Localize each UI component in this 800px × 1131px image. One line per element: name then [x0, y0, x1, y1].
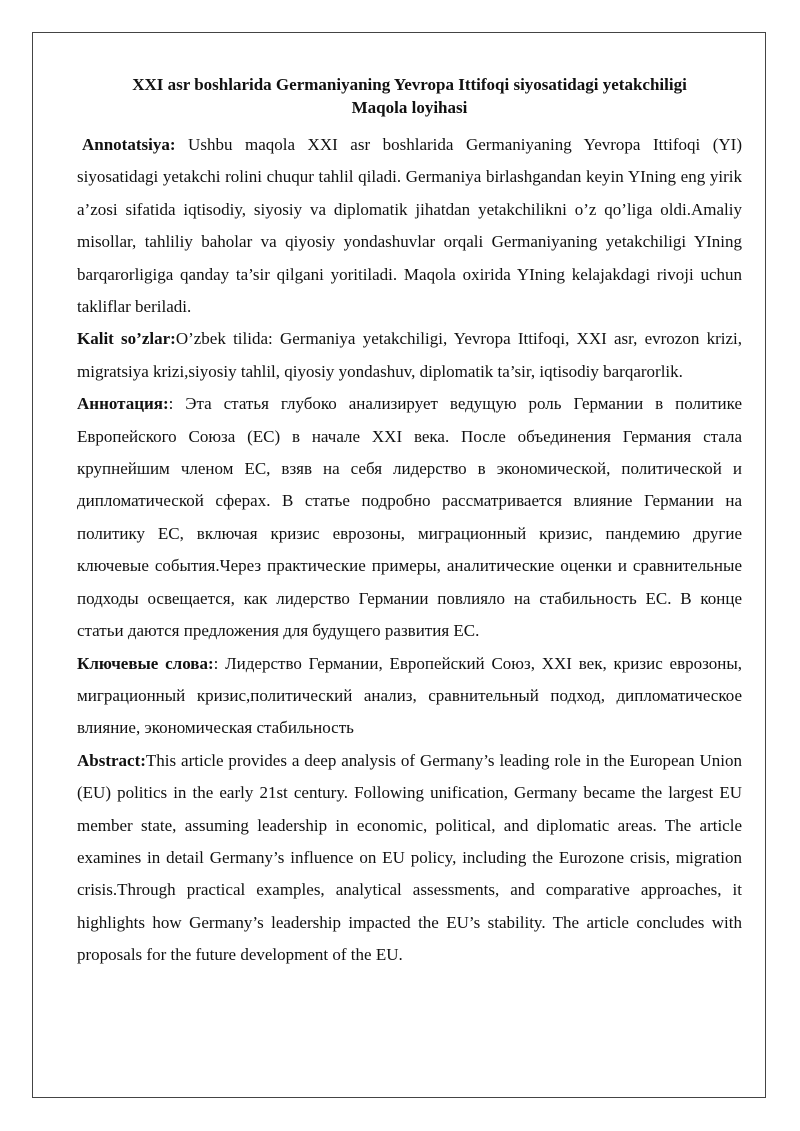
keywords-uz-text: O’zbek tilida: Germaniya yetakchiligi, Yevropa Ittifoqi, XXI asr, evrozon krizi, migratsiya krizi,siyosiy tahlil, qiyosiy yondashuv, diplomatik ta’sir, iqtisodiy barqarorlik. — [77, 329, 742, 381]
document-body — [77, 73, 742, 972]
title-line-2: Maqola loyihasi — [351, 98, 468, 117]
annotation-ru-label: Аннотация: — [77, 394, 169, 414]
abstract-en-label: Abstract: — [77, 750, 146, 770]
keywords-ru-label: Ключевые слова: — [77, 653, 214, 673]
abstract-en — [77, 745, 742, 972]
keywords-uz-label: Kalit so’zlar: — [77, 329, 176, 349]
document-title — [77, 73, 742, 119]
keywords-ru-text: : Лидерство Германии, Европейский Союз, XXI век, кризис еврозоны, миграционный кризис,политический анализ, сравнительный подход, дипломатическое влияние, экономическая стабильность — [77, 653, 742, 738]
abstract-en-text: This article provides a deep analysis of Germany’s leading role in the European Union (EU) politics in the early 21st century. Following unification, Germany became the largest EU member state, assuming leadership in economic, political, and diplomatic areas. The article examines in detail Germany’s influence on EU policy, including the Eurozone crisis, migration crisis.Through practical examples, analytical assessments, and comparative approaches, it highlights how Germany’s leadership impacted the EU’s stability. The article concludes with proposals for the future development of the EU. — [77, 750, 742, 965]
annotation-ru — [77, 388, 742, 647]
title-line-1: XXI asr boshlarida Germaniyaning Yevropa Ittifoqi siyosatidagi yetakchiligi — [132, 75, 687, 94]
keywords-ru — [77, 648, 742, 745]
annotation-ru-text: : Эта статья глубоко анализирует ведущую роль Германии в политике Европейского Союза (ЕС) в начале XXI века. После объединения Германия стала крупнейшим членом ЕС, взяв на себя лидерство в экономической, политической и дипломатической сферах. В статье подробно рассматривается влияние Германии на политику ЕС, включая кризис еврозоны, миграционный кризис, пандемию другие ключевые события.Через практические примеры, аналитические оценки и сравнительные подходы освещается, как лидерство Германии повлияло на стабильность ЕС. В конце статьи даются предложения для будущего развития ЕС. — [77, 394, 742, 641]
annotation-uz-text: Ushbu maqola XXI asr boshlarida Germaniyaning Yevropa Ittifoqi (YI) siyosatidagi yetakchi rolini chuqur tahlil qiladi. Germaniya birlashgandan keyin YIning eng yirik a’zosi sifatida iqtisodiy, siyosiy va diplomatik jihatdan yetakchilikni o’z qo’liga oldi.Amaliy misollar, tahliliy baholar va qiyosiy yondashuvlar orqali Germaniyaning yetakchiligi YIning barqarorligiga qanday ta’sir qilgani yoritiladi. Maqola oxirida YIning kelajakdagi rivoji uchun takliflar beriladi. — [77, 135, 742, 317]
annotation-uz — [77, 129, 742, 323]
keywords-uz — [77, 323, 742, 388]
annotation-uz-label: Annotatsiya: — [82, 135, 176, 154]
